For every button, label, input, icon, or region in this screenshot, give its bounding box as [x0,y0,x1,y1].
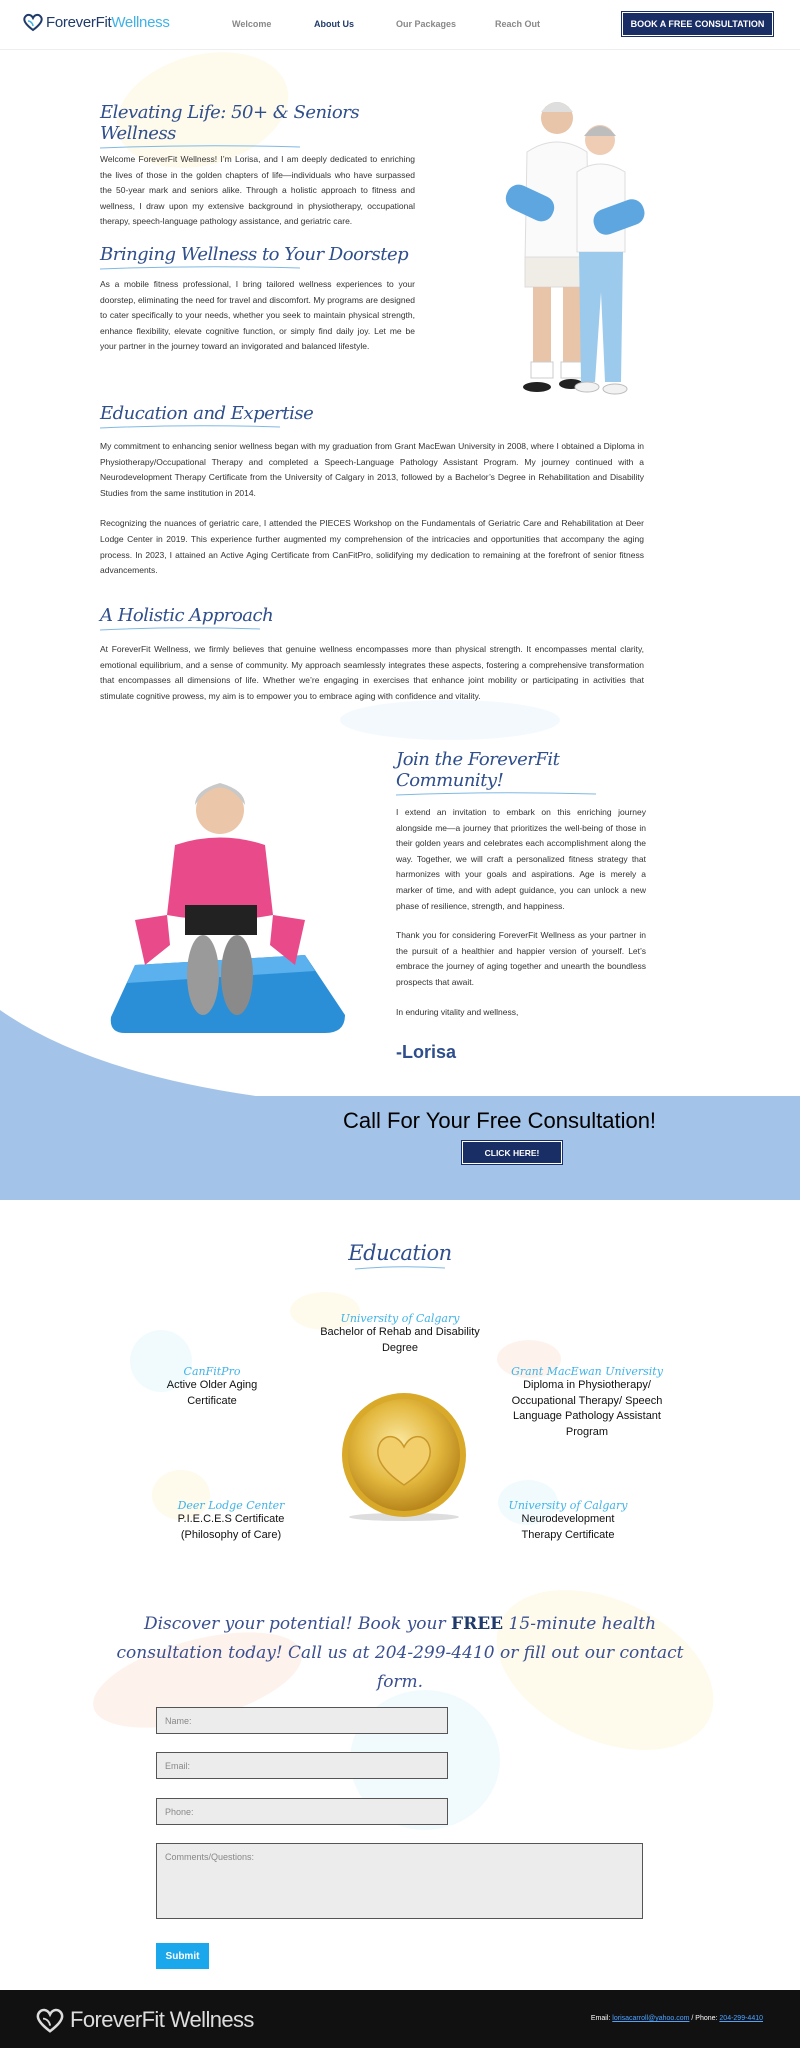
title-underline [396,791,596,797]
heart-logo-icon [22,12,44,32]
intro-section [100,102,415,230]
site-header [0,0,800,50]
edu-school: Deer Lodge Center [177,1499,285,1512]
holistic-text: At ForeverFit Wellness, we firmly believes that genuine wellness encompasses more than physical strength. It encompasses mental clarity, emotional equilibrium, and a sense of community. My approach seamlessly integrates these aspects, fostering a comprehensive transformation that encompasses all dimensions of life. Whether we’re engaging in exercises that enhance joint mobility or participating in activities that stimulate cognitive prowess, my aim is to empower you to embrace aging with confidence and vitality. [100,644,644,701]
phone-label: / Phone: [689,2015,720,2022]
education-item [508,1499,628,1543]
decor-blob [340,700,560,740]
intro-text: Welcome ForeverFit Wellness! I’m Lorisa, and I am deeply dedicated to enriching the lives of those in the golden chapters of life—individuals who have surpassed the 50-year mark and seniors alike. Through a holistic approach to fitness and wellness, I draw upon my extensive background in physiotherapy, occupational therapy, speech-language pathology assistance, and geriatric care. [100,154,415,227]
education-item [310,1312,490,1356]
community-text-1: I extend an invitation to embark on this enriching journey alongside me—a journey that prioritizes the well-being of those in their golden years and celebrates each accomplishment along the way. Together, we will craft a personalized fitness strategy that harmonizes with your goals and aspirations. Age is merely a marker of time, and with adept guidance, you can unlock a new phase of resilience, strength, and happiness. [396,807,646,911]
edu-school: Grant MacEwan University [511,1365,663,1378]
signature: -Lorisa [396,1042,457,1063]
edu-school: CanFitPro [183,1365,241,1378]
expertise-section [100,403,644,579]
doorstep-title: Bringing Wellness to Your Doorstep [100,244,409,265]
doorstep-section [100,244,415,355]
site-logo[interactable] [22,12,170,32]
community-title: Join the ForeverFit Community! [396,749,560,791]
book-consultation-button[interactable]: BOOK A FREE CONSULTATION [622,12,773,36]
holistic-title: A Holistic Approach [100,605,274,626]
education-item [507,1365,667,1440]
edu-credential: Active Older Aging Certificate [166,1379,258,1407]
heart-logo-icon [34,2006,66,2034]
main-nav [232,19,540,29]
cta-title: Call For Your Free Consultation! [343,1108,657,1133]
edu-credential: Bachelor of Rehab and Disability Degree [320,1326,480,1354]
discover-text-pre: Discover your potential! Book your [143,1614,452,1634]
nav-welcome[interactable]: Welcome [232,19,272,29]
senior-couple-photo [465,92,670,412]
senior-stretching-photo [105,765,345,1040]
footer-phone-link[interactable]: 204-299-4410 [719,2015,763,2022]
education-item [152,1365,272,1409]
education-title-text: Education [348,1241,452,1265]
site-footer [0,1990,800,2048]
title-underline [100,424,280,430]
email-field[interactable]: Email: [156,1752,448,1779]
expertise-text-2: Recognizing the nuances of geriatric care, I attended the PIECES Workshop on the Fundamentals of Geriatric Care and Rehabilitation at Deer Lodge Center in 2019. This experience further augmented my comprehension of the intricacies and opportunities that accompany the aging process. In 2023, I attained an Active Aging Certificate from CanFitPro, solidifying my dedication to remaining at the forefront of senior fitness advancements. [100,518,644,576]
education-item [166,1499,296,1543]
holistic-section [100,605,644,704]
gold-medal-icon [340,1393,468,1523]
footer-logo-text: ForeverFit Wellness [70,2007,254,2032]
edu-credential: Diploma in Physiotherapy/ Occupational Therapy/ Speech Language Pathology Assistant Program [511,1379,663,1438]
footer-email-link[interactable]: lorisacarroll@yahoo.com [612,2015,690,2022]
title-underline [100,144,300,150]
edu-credential: Neurodevelopment Therapy Certificate [521,1513,615,1541]
intro-title: Elevating Life: 50+ & Seniors Wellness [100,102,360,144]
logo-text: ForeverFitWellness [46,13,170,31]
submit-button[interactable]: Submit [156,1943,209,1969]
nav-our-packages[interactable]: Our Packages [396,19,457,29]
nav-reach-out[interactable]: Reach Out [495,19,541,29]
discover-heading [110,1610,690,1697]
edu-credential: P.I.E.C.E.S Certificate (Philosophy of Care) [177,1513,285,1541]
community-text-2: Thank you for considering ForeverFit Wellness as your partner in the pursuit of a healthier and happier version of yourself. Let’s embrace the journey of aging together and unearth the boundless prospects that await. [396,930,646,987]
edu-school: University of Calgary [508,1499,628,1512]
phone-field[interactable]: Phone: [156,1798,448,1825]
email-label: Email: [590,2015,613,2022]
title-underline [100,626,260,632]
edu-school: University of Calgary [340,1312,460,1325]
comments-textarea[interactable]: Comments/Questions: [156,1843,643,1919]
title-underline [100,265,300,271]
community-section [396,749,646,1063]
doorstep-text: As a mobile fitness professional, I bring tailored wellness experiences to your doorstep, eliminating the need for travel and discomfort. My programs are designed to cater specifically to your needs, whether you seek to maintain physical strength, enhance flexibility, elevate cognitive function, or simply find daily joy. Let me be your partner in the journey toward an invigorated and balanced lifestyle. [100,279,415,352]
footer-logo[interactable] [34,2006,254,2034]
discover-text-post: 15-minute health consultation today! Call us at 204-299-4410 or fill out our contact form. [116,1614,684,1692]
expertise-text-1: My commitment to enhancing senior wellness began with my graduation from Grant MacEwan University in 2008, where I obtained a Diploma in Physiotherapy/Occupational Therapy and completed a Speech-Language Pathology Assistant Program. My journey continued with a Neurodevelopment Therapy Certificate from the University of Calgary in 2013, followed by a Bachelor’s Degree in Rehabilitation and Disability Studies from the same institution in 2014. [100,441,644,498]
title-underline [355,1265,445,1271]
education-title [0,1241,800,1271]
click-here-button[interactable]: CLICK HERE! [462,1141,562,1164]
community-text-3: In enduring vitality and wellness, [396,1006,519,1017]
footer-contact [591,2015,763,2022]
expertise-title: Education and Expertise [100,403,314,424]
nav-about-us[interactable]: About Us [314,19,354,29]
name-field[interactable]: Name: [156,1707,448,1734]
discover-free: FREE [451,1614,504,1634]
